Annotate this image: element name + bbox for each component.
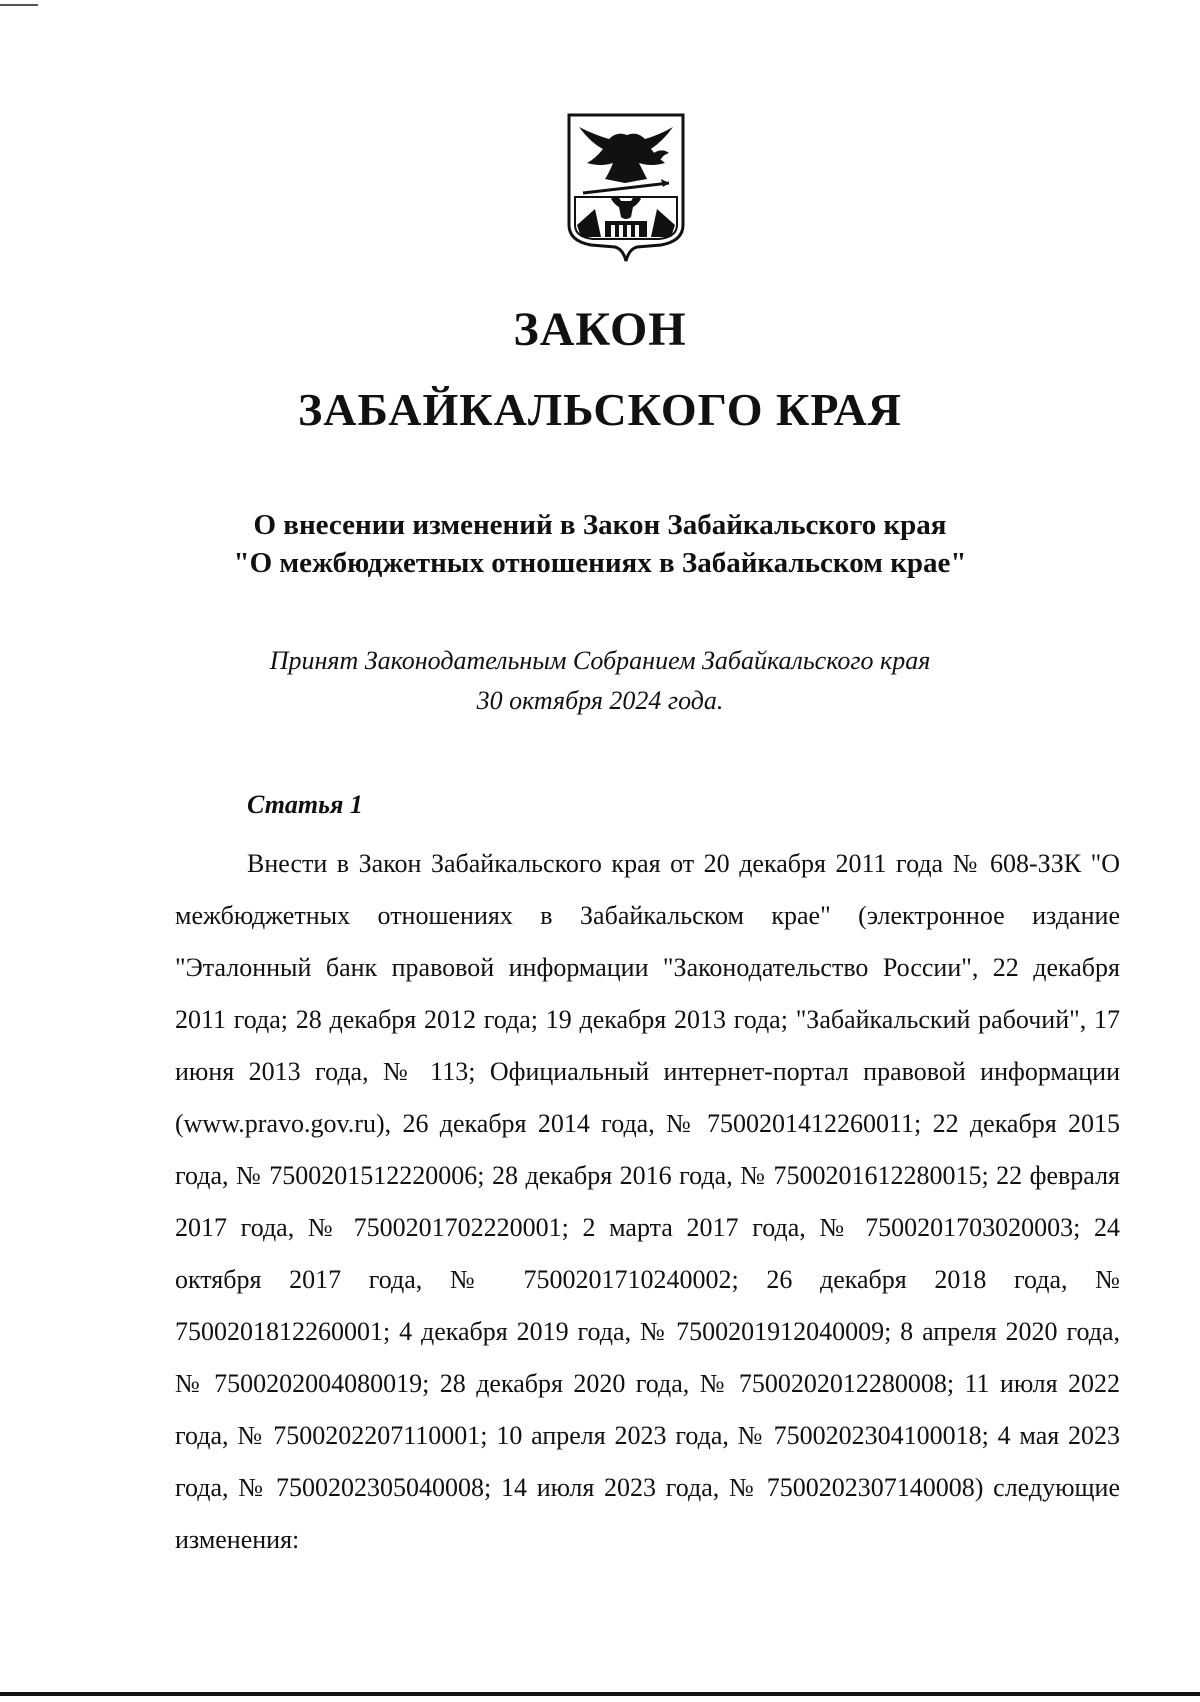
- adoption-note: [0, 641, 1200, 721]
- article-body: Внести в Закон Забайкальского края от 20 декабря 2011 года № 608-ЗЗК "О межбюджетных отношениях в Забайкальском крае" (электронное издание "Эталонный банк правовой информации "Законодательство России", 22 декабря 2011 года; 28 декабря 2012 года; 19 декабря 2013 года; "Забайкальский рабочий", 17 июня 2013 года, № 113; Официальный интернет-портал правовой информации (www.pravo.gov.ru), 26 декабря 2014 года, № 7500201412260011; 22 декабря 2015 года, № 7500201512220006; 28 декабря 2016 года, № 7500201612280015; 22 февраля 2017 года, № 7500201702220001; 2 марта 2017 года, № 7500201703020003; 24 октября 2017 года, № 7500201710240002; 26 декабря 2018 года, № 7500201812260001; 4 декабря 2019 года, № 7500201912040009; 8 апреля 2020 года, № 7500202004080019; 28 декабря 2020 года, № 7500202012280008; 11 июля 2022 года, № 7500202207110001; 10 апреля 2023 года, № 7500202304100018; 4 мая 2023 года, № 7500202305040008; 14 июля 2023 года, № 7500202307140008) следующие изменения:: [175, 849, 1120, 1554]
- region-title: ЗАБАЙКАЛЬСКОГО КРАЯ: [297, 384, 903, 435]
- subject-line-1: О внесении изменений в Закон Забайкальского края: [253, 509, 947, 541]
- adoption-line-1: Принят Законодательным Собранием Забайкальского края: [269, 646, 931, 675]
- subject-line-2: "О межбюджетных отношениях в Забайкальском крае": [233, 547, 967, 579]
- adoption-date: 30 октября 2024 года.: [476, 686, 724, 715]
- scan-artifact-line: [0, 4, 38, 6]
- page-bottom-border: [0, 1692, 1200, 1696]
- law-title: ЗАКОН: [513, 303, 687, 356]
- article-heading: Статья 1: [247, 790, 363, 819]
- coat-of-arms-icon: [565, 113, 687, 263]
- law-subject: [0, 506, 1200, 582]
